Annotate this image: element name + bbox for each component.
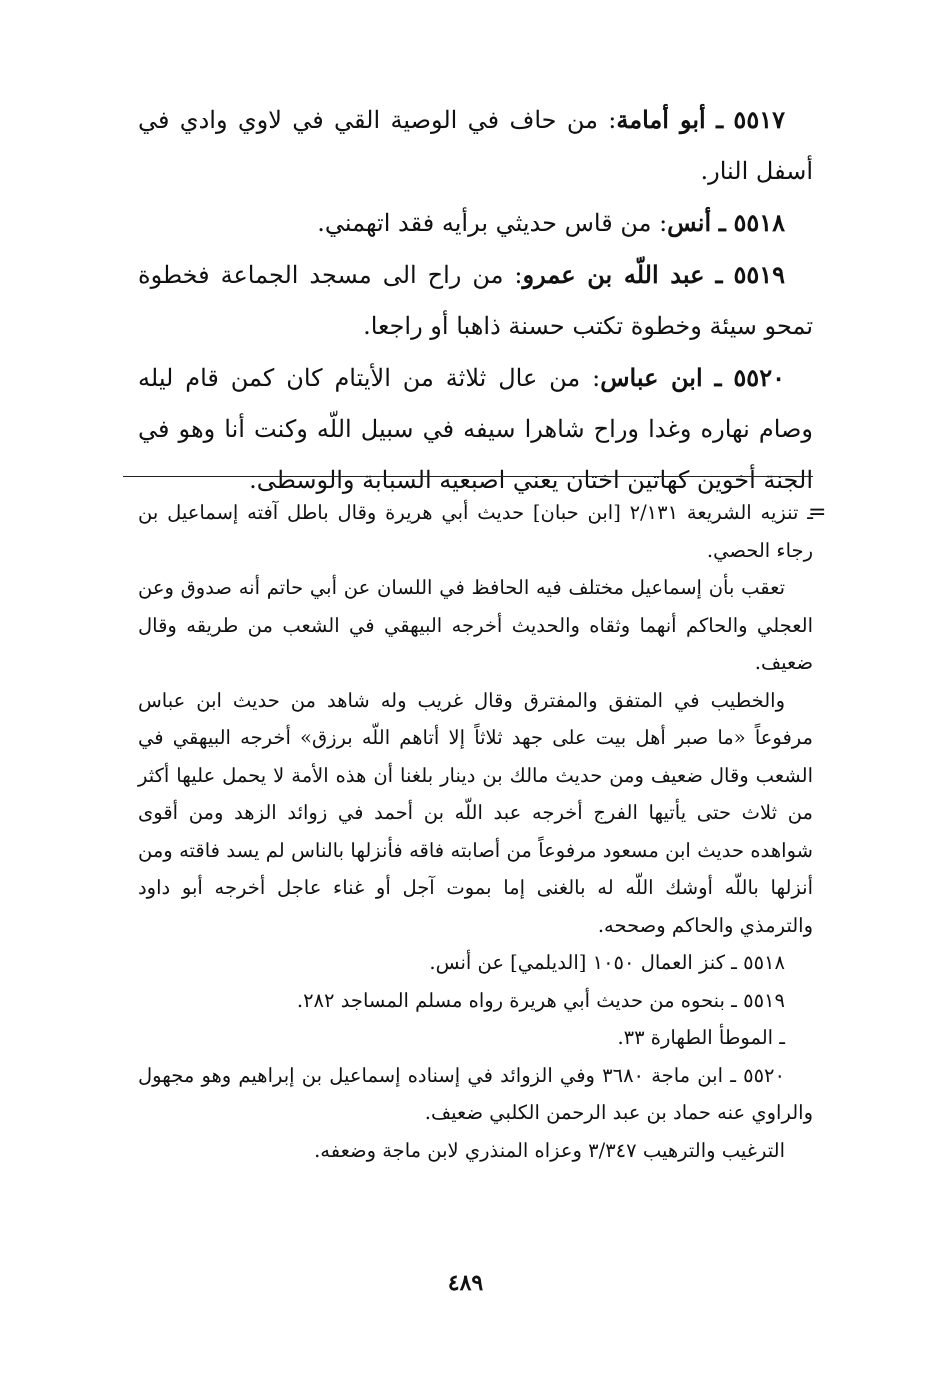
narrator-name: عبد اللّه بن عمرو [522,260,705,289]
narrator-name: ابن عباس [600,363,703,392]
entry-5520 [138,352,813,506]
entry-5518 [138,197,813,249]
footnote: ـ تنزيه الشريعة ٢/١٣١ [ابن حبان] حديث أبي هريرة وقال باطل آفته إسماعيل بن رجاء الحصي. [138,501,813,562]
footnote: ٥٥١٩ ـ بنحوه من حديث أبي هريرة رواه مسلم المساجد ٢٨٢. [296,988,785,1012]
hadith-text: : من عال ثلاثة من الأيتام كان كمن قام ليله وصام نهاره وغدا وراح شاهرا سيفه في سبيل اللّه وكنت أنا وهو في الجنة أخوين كهاتين اختان يعني اصبعيه السبابة والوسطى. [138,364,813,494]
footnote: تعقب بأن إسماعيل مختلف فيه الحافظ في اللسان عن أبي حاتم أنه صدوق وعن العجلي والحاكم أنهما وثقاه والحديث أخرجه البيهقي في الشعب من طريقه وقال ضعيف. [138,576,813,674]
entry-dash: ـ [714,363,722,392]
narrator-name: أنس [667,208,712,237]
footnote-separator [123,476,813,477]
entry-dash: ـ [716,105,724,134]
entry-number: ٥٥١٧ [733,105,785,134]
footnotes [138,494,813,1169]
footnote: الترغيب والترهيب ٣/٣٤٧ وعزاه المنذري لابن ماجة وضعفه. [314,1138,785,1162]
page-number: ٤٨٩ [447,1270,484,1296]
entry-number: ٥٥٢٠ [733,363,785,392]
hadith-text: : من راح الى مسجد الجماعة فخطوة تمحو سيئة وخطوة تكتب حسنة ذاهبا أو راجعا. [138,261,813,340]
footnote: والخطيب في المتفق والمفترق وقال غريب وله شاهد من حديث ابن عباس مرفوعاً «ما صبر أهل بيت على جهد ثلاثاً إلا أتاهم اللّه برزق» أخرجه البيهقي في الشعب وقال ضعيف ومن حديث مالك بن دينار بلغنا أن هذه الأمة لا يحمل عليها أكثر من ثلاث حتى يأتيها الفرج أخرجه عبد اللّه بن أحمد في زوائد الزهد ومن أقوى شواهده حديث ابن مسعود مرفوعاً من أصابته فاقه فأنزلها بالناس لم يسد فاقته ومن أنزلها باللّه أوشك اللّه له بالغنى إما بموت آجل أو غناء عاجل أخرجه أبو داود والترمذي والحاكم وصححه. [138,688,813,937]
narrator-name: أبو أمامة [616,105,706,134]
footnote: ـ الموطأ الطهارة ٣٣. [617,1026,785,1049]
entry-5519 [138,249,813,352]
entry-number: ٥٥١٨ [733,208,785,237]
continuation-mark: = [808,500,827,525]
footnote: ٥٥٢٠ ـ ابن ماجة ٣٦٨٠ وفي الزوائد في إسناده إسماعيل بن إبراهيم وهو مجهول والراوي عنه حماد بن عبد الرحمن الكلبي ضعيف. [138,1063,813,1124]
entry-dash: ـ [715,260,723,289]
hadith-text: : من قاس حديثي برأيه فقد اتهمني. [317,209,668,237]
hadith-text: : من حاف في الوصية القي في لاوي وادي في أسفل النار. [138,106,813,185]
entry-dash: ـ [718,208,726,237]
main-text [138,94,813,506]
footnote: ٥٥١٨ ـ كنز العمال ١٠٥٠ [الديلمي] عن أنس. [429,951,785,974]
entry-5517 [138,94,813,197]
entry-number: ٥٥١٩ [733,260,786,289]
